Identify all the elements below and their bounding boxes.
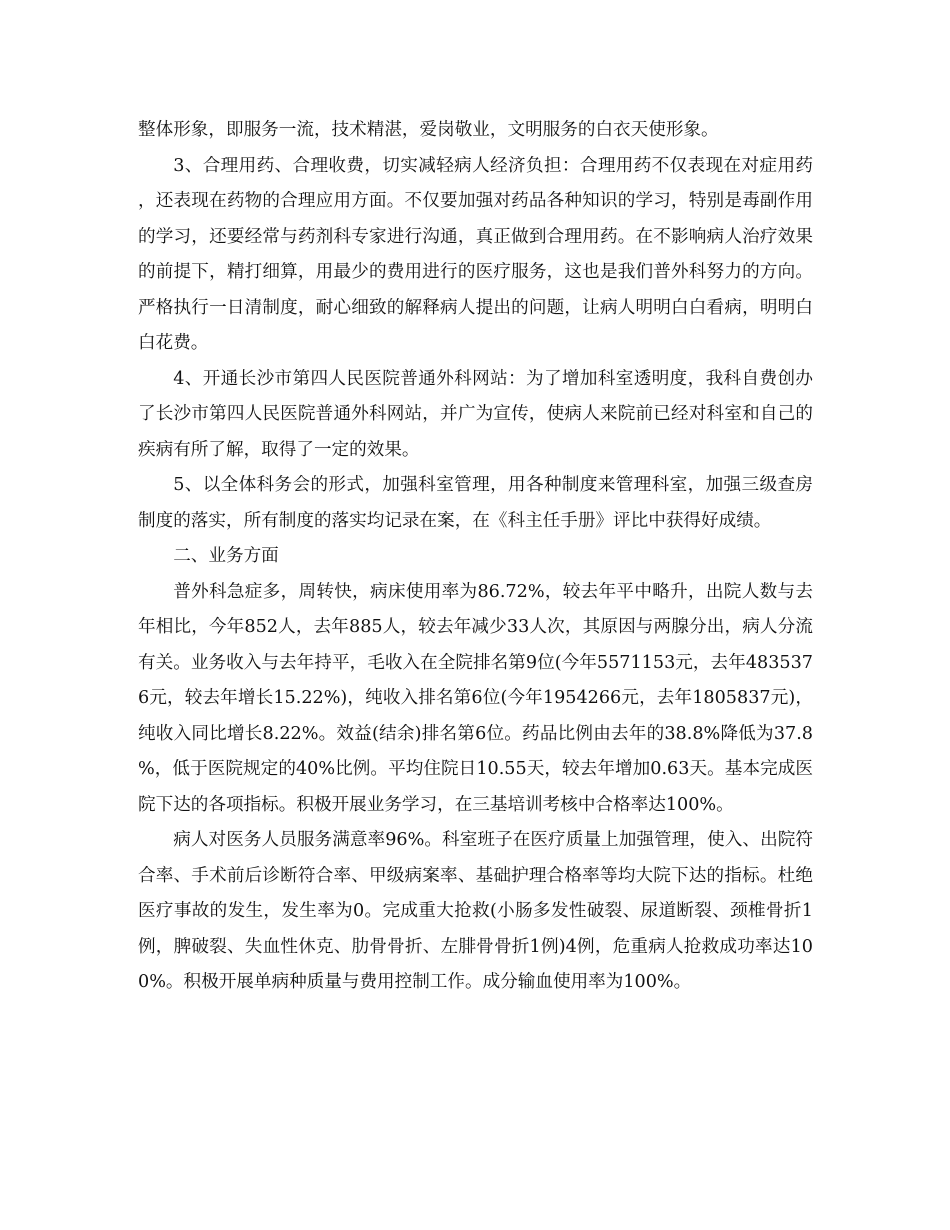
paragraph-management: 5、以全体科务会的形式，加强科室管理，用各种制度来管理科室，加强三级查房制度的落实，所有制度的落实均记录在案，在《科主任手册》评比中获得好成绩。 — [138, 475, 813, 531]
document-body — [138, 113, 813, 1001]
paragraph-business-stats: 普外科急症多，周转快，病床使用率为86.72%，较去年平中略升，出院人数与去年相比，今年852人，去年885人，较去年减少33人次，其原因与两腺分出，病人分流有关。业务收入与去年持平，毛收入在全院排名第9位(今年5571153元，去年4835376元，较去年增长15.22%)，纯收入排名第6位(今年1954266元，去年1805837元)，纯收入同比增长8.22%。效益(结余)排名第6位。药品比例由去年的38.8%降低为37.8%，低于医院规定的40%比例。平均住院日10.55天，较去年增加0.63天。基本完成医院下达的各项指标。积极开展业务学习，在三基培训考核中合格率达100%。 — [138, 581, 813, 815]
section-heading-business: 二、业务方面 — [173, 546, 279, 566]
paragraph-continuation: 整体形象，即服务一流，技术精湛，爱岗敬业，文明服务的白衣天使形象。 — [138, 120, 719, 140]
paragraph-satisfaction: 病人对医务人员服务满意率96%。科室班子在医疗质量上加强管理，使入、出院符合率、手术前后诊断符合率、甲级病案率、基础护理合格率等均大院下达的指标。杜绝医疗事故的发生，发生率为0。完成重大抢救(小肠多发性破裂、尿道断裂、颈椎骨折1例，脾破裂、失血性休克、肋骨骨折、左腓骨骨折1例)4例，危重病人抢救成功率达100%。积极开展单病种质量与费用控制工作。成分输血使用率为100%。 — [138, 830, 813, 992]
paragraph-rational-medication: 3、合理用药、合理收费，切实减轻病人经济负担：合理用药不仅表现在对症用药，还表现在药物的合理应用方面。不仅要加强对药品各种知识的学习，特别是毒副作用的学习，还要经常与药剂科专家进行沟通，真正做到合理用药。在不影响病人治疗效果的前提下，精打细算，用最少的费用进行的医疗服务，这也是我们普外科努力的方向。严格执行一日清制度，耐心细致的解释病人提出的问题，让病人明明白白看病，明明白白花费。 — [138, 155, 813, 353]
paragraph-website: 4、开通长沙市第四人民医院普通外科网站：为了增加科室透明度，我科自费创办了长沙市第四人民医院普通外科网站，并广为宣传，使病人来院前已经对科室和自己的疾病有所了解，取得了一定的效果。 — [138, 368, 813, 460]
